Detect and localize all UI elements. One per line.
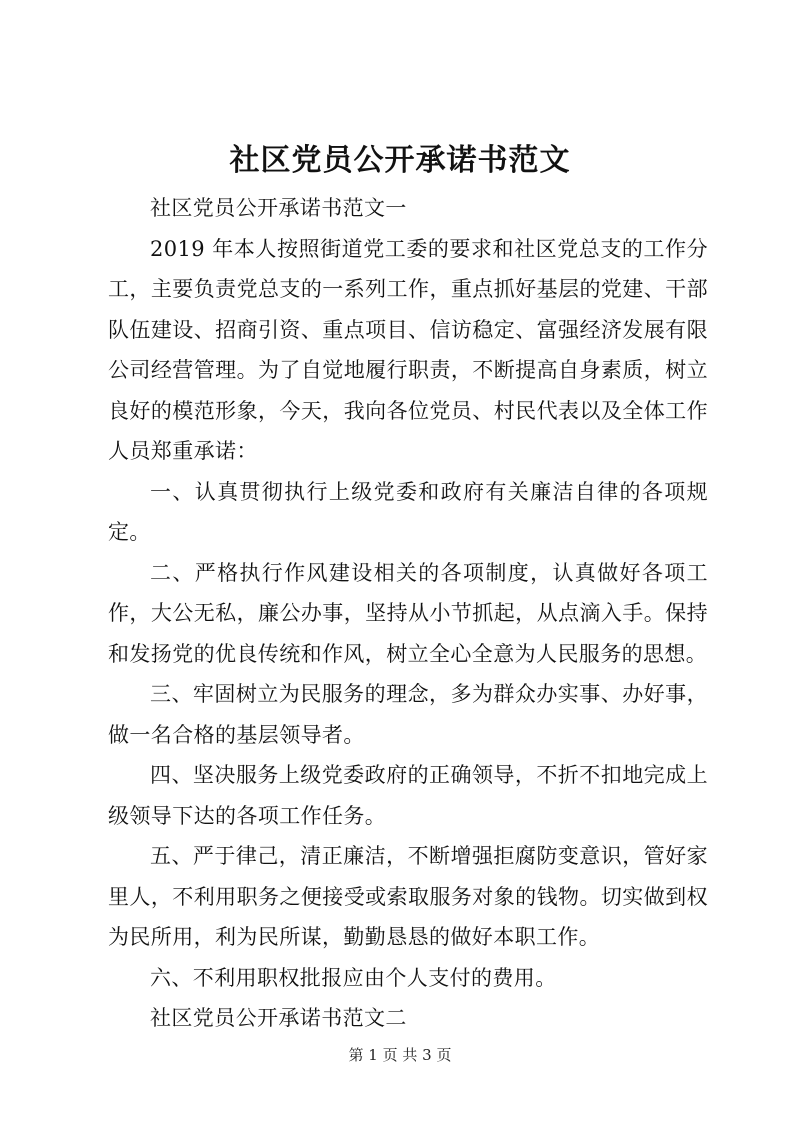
commitment-1: 一、认真贯彻执行上级党委和政府有关廉洁自律的各项规定。: [108, 479, 708, 544]
commitment-5: 五、严于律己，清正廉洁，不断增强拒腐防变意识，管好家里人，不利用职务之便接受或索取服务对象的钱物。切实做到权为民所用，利为民所谋，勤勤恳恳的做好本职工作。: [108, 844, 708, 949]
commitment-6: 六、不利用职权批报应由个人支付的费用。: [150, 965, 557, 990]
document-title: 社区党员公开承诺书范文: [229, 143, 571, 178]
commitment-2: 二、严格执行作风建设相关的各项制度，认真做好各项工作，大公无私，廉公办事，坚持从小节抓起，从点滴入手。保持和发扬党的优良传统和作风，树立全心全意为人民服务的思想。: [108, 560, 708, 666]
page-footer: 第 1 页 共 3 页: [348, 1046, 452, 1064]
document-body: [108, 188, 708, 1039]
paragraph-intro: 2019 年本人按照街道党工委的要求和社区党总支的工作分工，主要负责党总支的一系列工作，重点抓好基层的党建、干部队伍建设、招商引资、重点项目、信访稳定、富强经济发展有限公司经营管理。为了自觉地履行职责，不断提高自身素质，树立良好的模范形象，今天，我向各位党员、村民代表以及全体工作人员郑重承诺：: [108, 236, 708, 463]
section-heading-1: 社区党员公开承诺书范文一: [150, 196, 407, 220]
commitment-3: 三、牢固树立为民服务的理念，多为群众办实事、办好事，做一名合格的基层领导者。: [108, 682, 708, 747]
section-heading-2: 社区党员公开承诺书范文二: [150, 1006, 407, 1030]
commitment-4: 四、坚决服务上级党委政府的正确领导，不折不扣地完成上级领导下达的各项工作任务。: [108, 763, 708, 828]
